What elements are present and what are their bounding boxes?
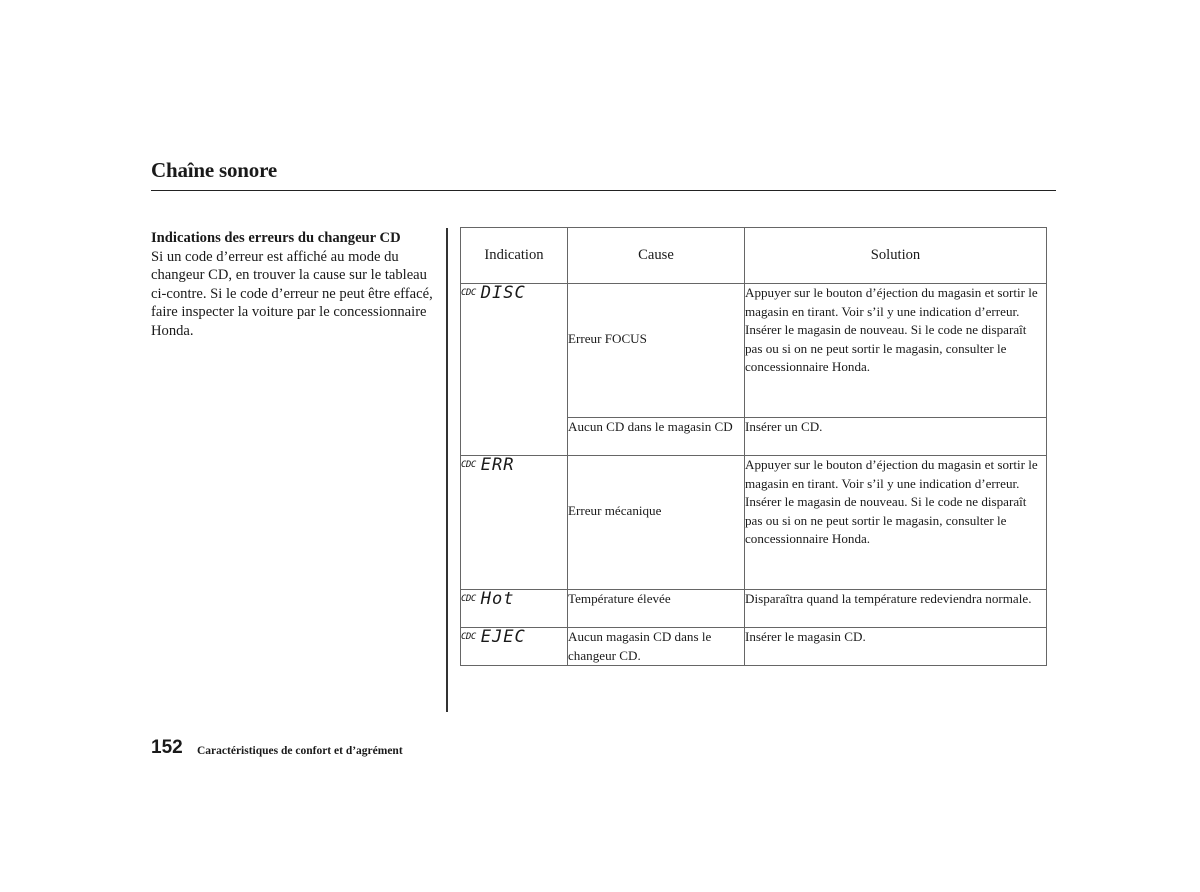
table-row [461, 590, 1047, 628]
solution-cell: Disparaîtra quand la température redeviendra normale. [745, 590, 1047, 628]
error-table [460, 227, 1047, 666]
page-number: 152 [151, 737, 183, 758]
indication-cell [461, 284, 568, 456]
intro-section [151, 229, 436, 341]
footer-section-title: Caractéristiques de confort et d’agrément [197, 745, 403, 757]
lcd-code-err: CDC ERR [461, 455, 515, 476]
column-divider [446, 228, 448, 712]
solution-cell: Appuyer sur le bouton d’éjection du magasin et sortir le magasin en tirant. Voir s’il y une indication d’erreur. Insérer le magasin de nouveau. Si le code ne disparaît pas ou si on ne peut sortir le magasin, consulter le concessionnaire Honda. [745, 284, 1047, 418]
title-divider [151, 190, 1056, 191]
cause-cell: Erreur FOCUS [568, 284, 745, 418]
lcd-code-hot: CDC Hot [461, 589, 515, 610]
header-solution: Solution [745, 228, 1047, 284]
header-cause: Cause [568, 228, 745, 284]
table-header-row [461, 228, 1047, 284]
cause-cell: Aucun magasin CD dans le changeur CD. [568, 628, 745, 666]
cause-cell: Aucun CD dans le magasin CD [568, 418, 745, 456]
indication-cell [461, 628, 568, 666]
page-title: Chaîne sonore [151, 158, 277, 182]
solution-cell: Insérer un CD. [745, 418, 1047, 456]
indication-cell [461, 590, 568, 628]
intro-body: Si un code d’erreur est affiché au mode du changeur CD, en trouver la cause sur le tableau ci-contre. Si le code d’erreur ne peut être effacé, faire inspecter la voiture par le concessionnaire Honda. [151, 248, 433, 339]
cause-cell: Erreur mécanique [568, 456, 745, 590]
table-row [461, 284, 1047, 418]
solution-cell: Appuyer sur le bouton d’éjection du magasin et sortir le magasin en tirant. Voir s’il y une indication d’erreur. Insérer le magasin de nouveau. Si le code ne disparaît pas ou si on ne peut sortir le magasin, consulter le concessionnaire Honda. [745, 456, 1047, 590]
cause-cell: Température élevée [568, 590, 745, 628]
intro-heading: Indications des erreurs du changeur CD [151, 230, 401, 246]
header-indication: Indication [461, 228, 568, 284]
indication-cell [461, 456, 568, 590]
lcd-code-disc: CDC DISC [461, 283, 526, 304]
table-row [461, 628, 1047, 666]
solution-cell: Insérer le magasin CD. [745, 628, 1047, 666]
table-row [461, 456, 1047, 590]
lcd-code-ejec: CDC EJEC [461, 627, 526, 648]
